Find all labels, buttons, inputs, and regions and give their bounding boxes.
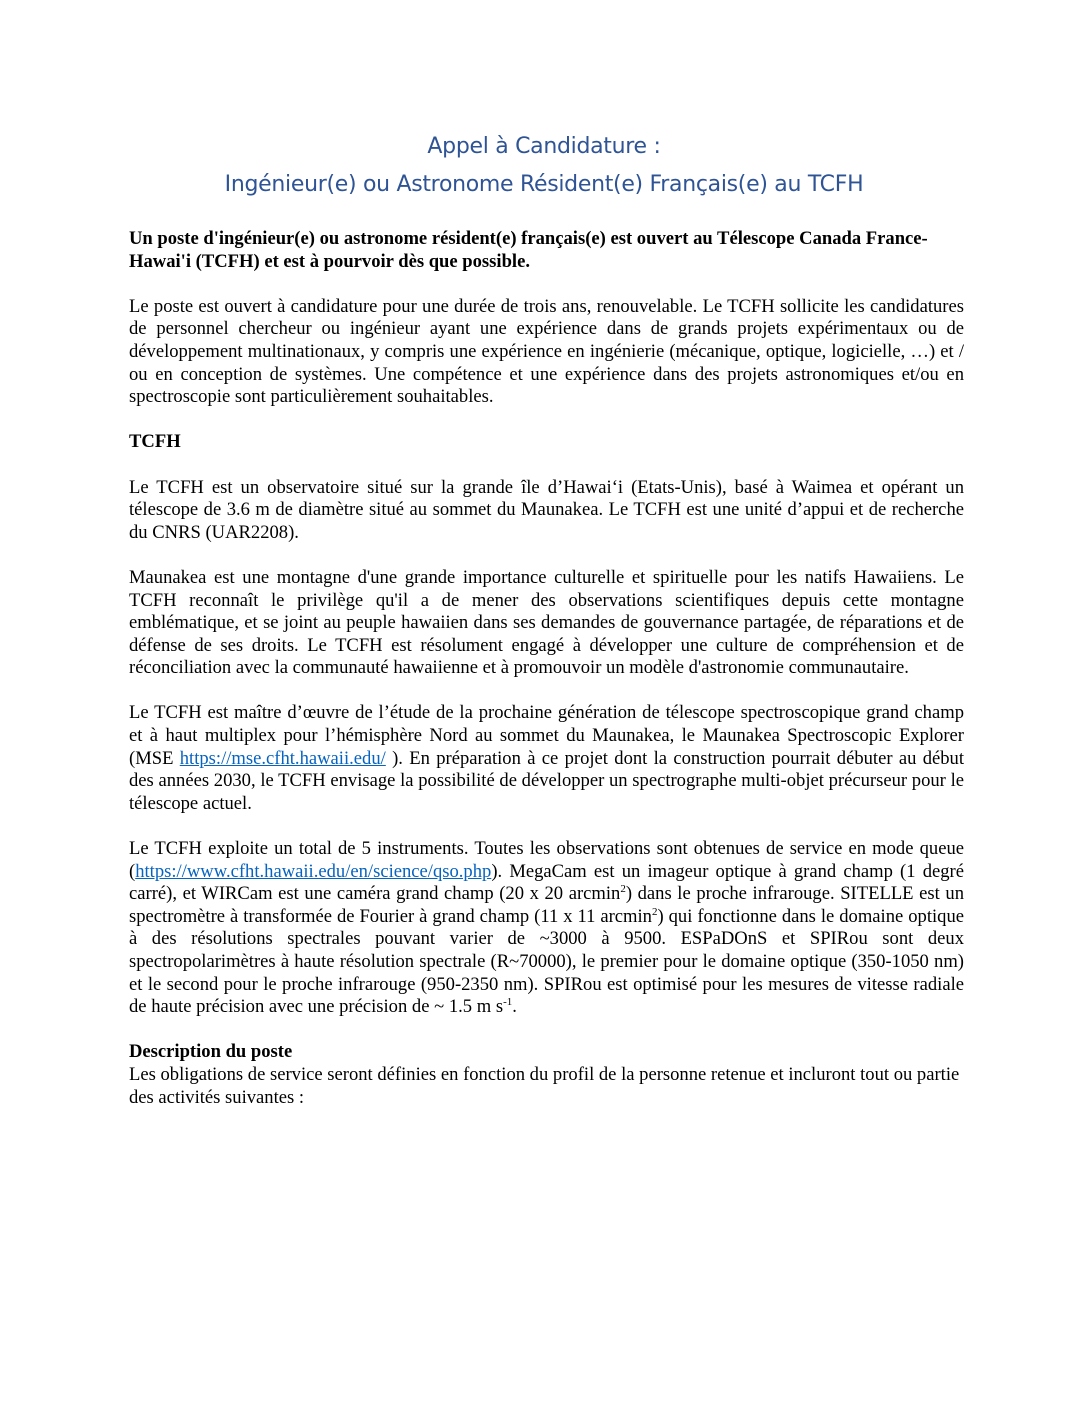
text-segment: ). MegaCam est un imageur optique à grand champ (1 degré carré), et WIRCam est une caméra grand champ (20 x 20 arcmin bbox=[129, 860, 964, 905]
text-segment: ) qui fonctionne dans le domaine optique à des résolutions spectrales pouvant varier de ~3000 à 9500. ESPaDOnS et SPIRou sont deux spectropolarimètres à haute résolution spectrale (R~70000), le premier pour le domaine optique (350-1050 nm) et le second pour le proche infrarouge (950-2350 nm). SPIRou est optimisé pour les mesures de vitesse radiale de haute précision avec une précision de ~ 1.5 m s bbox=[129, 905, 965, 1018]
text-segment: Le TCFH est maître d’œuvre de l’étude de la prochaine génération de télescope spectroscopique grand champ et à haut multiplex pour l’hémisphère Nord au sommet du Maunakea, le Maunakea Spectroscopic Explorer (MSE bbox=[129, 702, 964, 769]
superscript: -1 bbox=[503, 996, 513, 1008]
title-line-2: Ingénieur(e) ou Astronome Résident(e) Français(e) au TCFH bbox=[224, 172, 864, 197]
document-body bbox=[129, 228, 964, 1109]
text-segment: . bbox=[512, 996, 517, 1018]
title-line-1: Appel à Candidature : bbox=[427, 134, 661, 159]
tcfh-paragraph-2: Maunakea est une montagne d'une grande importance culturelle et spirituelle pour les natifs Hawaiiens. Le TCFH reconnaît le privilège qu'il a de mener des observations scientifiques depuis cette montagne emblématique, et se joint au peuple hawaiien dans ses demandes de gouvernance partagée, de réparations et de défense de ses droits. Le TCFH est résolument engagé à développer une culture de compréhension et de réconciliation avec la communauté hawaiienne et à promouvoir un modèle d'astronomie communautaire. bbox=[129, 566, 964, 679]
text-segment: ) dans le proche infrarouge. SITELLE est un spectromètre à transformée de Fourier à grand champ (11 x 11 arcmin bbox=[129, 883, 964, 927]
description-paragraph-1: Les obligations de service seront définies en fonction du profil de la personne retenue et incluront tout ou partie des activités suivantes : bbox=[129, 1063, 960, 1108]
section-heading-description: Description du poste bbox=[129, 1041, 293, 1063]
intro-paragraph: Le poste est ouvert à candidature pour une durée de trois ans, renouvelable. Le TCFH sollicite les candidatures de personnel chercheur ou ingénieur ayant une expérience dans de grands projets expérimentaux ou de développement multinationaux, y compris une expérience en ingénierie (mécanique, optique, logicielle, …) et / ou en conception de systèmes. Une compétence et une expérience dans des projets astronomiques et/ou en spectroscopie sont particulièrement souhaitables. bbox=[129, 295, 964, 408]
section-heading-tcfh: TCFH bbox=[129, 431, 181, 453]
text-segment: Le TCFH exploite un total de 5 instruments. Toutes les observations sont obtenues de service en mode queue ( bbox=[129, 838, 964, 882]
superscript: 2 bbox=[651, 905, 658, 918]
superscript: 2 bbox=[620, 883, 626, 896]
qso-link[interactable]: https://www.cfht.hawaii.edu/en/science/qso.php bbox=[135, 860, 492, 882]
lead-paragraph: Un poste d'ingénieur(e) ou astronome résident(e) français(e) est ouvert au Télescope Canada France- Hawai'i (TCFH) et est à pourvoir dès que possible. bbox=[129, 228, 928, 272]
mse-link[interactable]: https://mse.cfht.hawaii.edu/ bbox=[179, 747, 386, 769]
tcfh-paragraph-1: Le TCFH est un observatoire situé sur la grande île d’Hawai‘i (Etats-Unis), basé à Waimea et opérant un télescope de 3.6 m de diamètre situé au sommet du Maunakea. Le TCFH est une unité d’appui et de recherche du CNRS (UAR2208). bbox=[129, 476, 964, 543]
text-segment: ). En préparation à ce projet dont la construction pourrait débuter au début des années 2030, le TCFH envisage la possibilité de développer un spectrographe multi-objet précurseur pour le télescope actuel. bbox=[129, 747, 965, 814]
tcfh-paragraph-4 bbox=[129, 838, 964, 1019]
document-title bbox=[0, 128, 1088, 204]
tcfh-paragraph-3 bbox=[129, 702, 964, 815]
